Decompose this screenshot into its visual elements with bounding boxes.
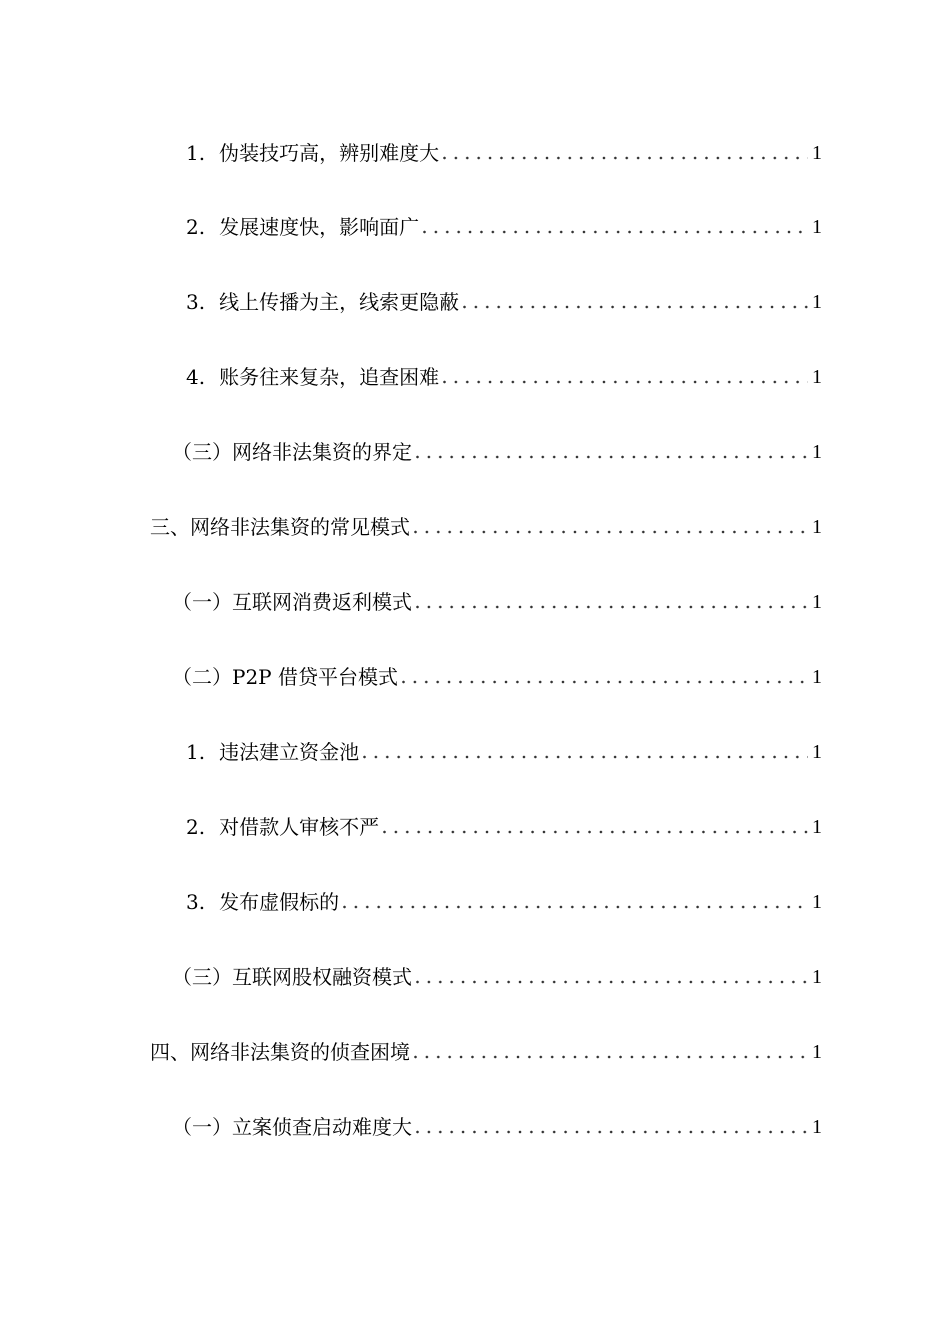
toc-entry-number: 2. bbox=[186, 815, 206, 839]
toc-entry-title: 对借款人审核不严 bbox=[219, 815, 380, 839]
toc-entry-fast-development[interactable] bbox=[186, 212, 822, 242]
dot-leader bbox=[443, 141, 808, 161]
dot-leader bbox=[363, 740, 808, 760]
toc-entry-title: 伪装技巧高，辨别难度大 bbox=[219, 141, 440, 165]
toc-page-number: 1 bbox=[812, 741, 822, 763]
toc-entry-title: 账务往来复杂，追查困难 bbox=[219, 365, 440, 389]
toc-entry-borrower-review[interactable] bbox=[186, 812, 822, 842]
toc-page-number: 1 bbox=[812, 142, 822, 164]
toc-entry-title: 三、网络非法集资的常见模式 bbox=[150, 515, 410, 539]
toc-entry-complex-accounts[interactable] bbox=[186, 362, 822, 392]
dot-leader bbox=[414, 1040, 808, 1060]
toc-entry-title: 发布虚假标的 bbox=[219, 890, 340, 914]
toc-entry-false-targets[interactable] bbox=[186, 887, 822, 917]
toc-entry-number: 4. bbox=[186, 365, 206, 389]
toc-entry-number: 2. bbox=[186, 215, 206, 239]
toc-entry-title: （三）网络非法集资的界定 bbox=[172, 440, 412, 464]
toc-page-number: 1 bbox=[812, 816, 822, 838]
toc-page-number: 1 bbox=[812, 1116, 822, 1138]
toc-entry-online-spread[interactable] bbox=[186, 287, 822, 317]
dot-leader bbox=[416, 965, 808, 985]
toc-entry-consumer-rebate[interactable] bbox=[172, 587, 822, 617]
toc-page-number: 1 bbox=[812, 1041, 822, 1063]
dot-leader bbox=[416, 1115, 808, 1135]
toc-entry-definition[interactable] bbox=[172, 437, 822, 467]
toc-entry-investigation-dilemma[interactable] bbox=[150, 1037, 822, 1067]
dot-leader bbox=[443, 365, 808, 385]
dot-leader bbox=[416, 590, 808, 610]
toc-entry-case-filing[interactable] bbox=[172, 1112, 822, 1142]
toc-page-number: 1 bbox=[812, 591, 822, 613]
dot-leader bbox=[416, 440, 808, 460]
toc-entry-disguise-skills[interactable] bbox=[186, 138, 822, 168]
toc-entry-number: 1. bbox=[186, 141, 206, 165]
toc-entry-number: 1. bbox=[186, 740, 206, 764]
dot-leader bbox=[414, 515, 808, 535]
toc-entry-title: 违法建立资金池 bbox=[219, 740, 360, 764]
dot-leader bbox=[383, 815, 808, 835]
toc-page-number: 1 bbox=[812, 516, 822, 538]
dot-leader bbox=[402, 665, 808, 685]
dot-leader bbox=[463, 290, 808, 310]
toc-entry-fund-pool[interactable] bbox=[186, 737, 822, 767]
toc-entry-title: 四、网络非法集资的侦查困境 bbox=[150, 1040, 410, 1064]
toc-entry-title: 发展速度快，影响面广 bbox=[219, 215, 420, 239]
toc-entry-title: （三）互联网股权融资模式 bbox=[172, 965, 412, 989]
toc-entry-number: 3. bbox=[186, 290, 206, 314]
toc-entry-equity-crowdfunding[interactable] bbox=[172, 962, 822, 992]
toc-page-number: 1 bbox=[812, 966, 822, 988]
toc-entry-title: 线上传播为主，线索更隐蔽 bbox=[219, 290, 460, 314]
toc-entry-p2p-lending[interactable] bbox=[172, 662, 822, 692]
toc-entry-title: （一）立案侦查启动难度大 bbox=[172, 1115, 412, 1139]
toc-page-number: 1 bbox=[812, 366, 822, 388]
toc-page-number: 1 bbox=[812, 291, 822, 313]
toc-entry-common-modes[interactable] bbox=[150, 512, 822, 542]
dot-leader bbox=[343, 890, 808, 910]
dot-leader bbox=[423, 215, 808, 235]
toc-entry-title: （一）互联网消费返利模式 bbox=[172, 590, 412, 614]
toc-entry-number: 3. bbox=[186, 890, 206, 914]
toc-page-number: 1 bbox=[812, 891, 822, 913]
toc-page-number: 1 bbox=[812, 441, 822, 463]
toc-page-number: 1 bbox=[812, 666, 822, 688]
toc-page-number: 1 bbox=[812, 216, 822, 238]
toc-entry-title: （二）P2P 借贷平台模式 bbox=[172, 665, 398, 689]
